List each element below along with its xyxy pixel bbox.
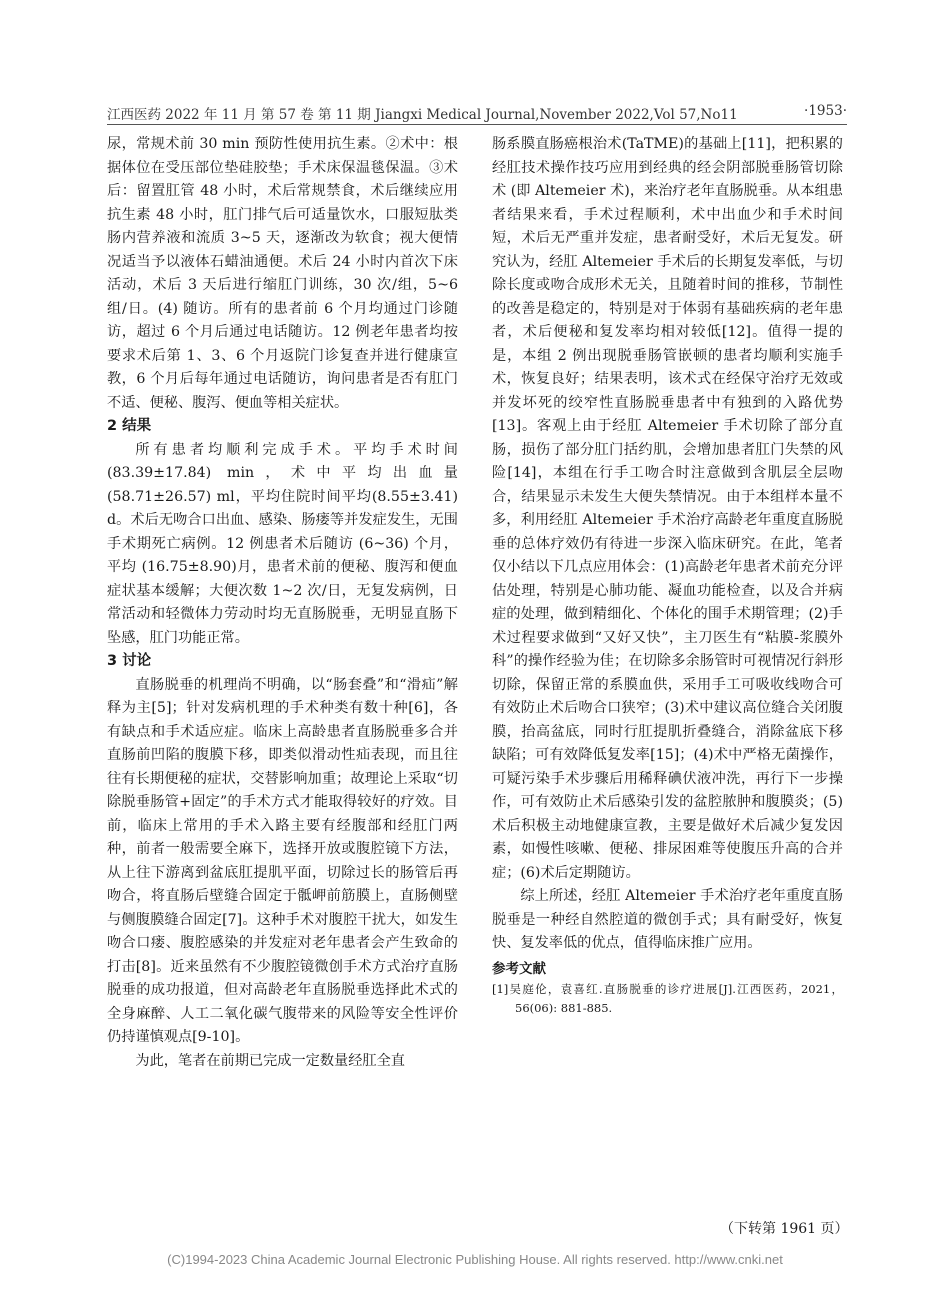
discussion-paragraph-continued: 为此，笔者在前期已完成一定数量经肛全直 — [135, 1052, 405, 1069]
right-column — [492, 133, 843, 1018]
results-paragraph: 所有患者均顺利完成手术。平均手术时间 (83.39±17.84) min，术中平均出血量 (58.71±26.57) ml，平均住院时间平均(8.55±3.41) d。术后无吻合口出血、感染、肠瘘等并发症发生，无围手术期死亡病例。12 例患者术后随访 (6~36) 个月，平均 (16.75±8.90)月，患者术前的便秘、腹泻和便血症状基本缓解；大便次数 1~2 次/日，无复发病例，日常活动和轻微体力劳动时均无直肠脱垂，无明显直肠下坠感，肛门功能正常。 — [107, 441, 458, 646]
references-heading: 参考文献 — [492, 960, 546, 977]
continued-note: （下转第 1961 页） — [720, 1221, 849, 1237]
running-header — [107, 103, 847, 125]
results-heading: 2 结果 — [107, 418, 152, 434]
discussion-paragraph-right: 肠系膜直肠癌根治术(TaTME)的基础上[11]，把积累的经肛技术操作技巧应用到经典的经会阴部脱垂肠管切除术 (即 Altemeier 术)，来治疗老年直肠脱垂。从本组患者结果来看，手术过程顺利，术中出血少和手术时间短，术后无严重并发症，患者耐受好，术后无复发。研究认为，经肛 Altemeier 手术后的长期复发率低，与切除长度或吻合成形术无关，且随着时间的推移，节制性的改善是稳定的，特别是对于体弱有基础疾病的老年患者，术后便秘和复发率均相对较低[12]。值得一提的是，本组 2 例出现脱垂肠管嵌顿的患者均顺利实施手术，恢复良好；结果表明，该术式在经保守治疗无效或并发坏死的绞窄性直肠脱垂患者中有独到的入路优势[13]。客观上由于经肛 Altemeier 手术切除了部分直肠，损伤了部分肛门括约肌，会增加患者肛门失禁的风险[14]，本组在行手工吻合时注意做到含肌层全层吻合，结果显示未发生大便失禁情况。由于本组样本量不多，利用经肛 Altemeier 手术治疗高龄老年重度直肠脱垂的总体疗效仍有待进一步深入临床研究。在此，笔者仅小结以下几点应用体会：(1)高龄老年患者术前充分评估处理，特别是心肺功能、凝血功能检查，以及合并病症的处理，做到精细化、个体化的围手术期管理；(2)手术过程要求做到“又好又快”，主刀医生有“粘膜-浆膜外科”的操作经验为佳；在切除多余肠管时可视情况行斜形切除，保留正常的系膜血供，采用手工可吸收线吻合可有效防止术后吻合口狭窄；(3)术中建议高位缝合关闭腹膜，抬高盆底，同时行肛提肌折叠缝合，消除盆底下移缺陷；可有效降低复发率[15]；(4)术中严格无菌操作，可疑污染手术步骤后用稀释碘伏液冲洗，再行下一步操作，可有效防止术后感染引发的盆腔脓肿和腹膜炎；(5)术后积极主动地健康宣教，主要是做好术后减少复发因素，如慢性咳嗽、便秘、排尿困难等使腹压升高的合并症；(6)术后定期随访。 — [492, 136, 843, 881]
reference-item: [1]吴庭伦，袁喜红.直肠脱垂的诊疗进展[J].江西医药，2021，56(06): 881-885. — [492, 981, 843, 1015]
left-column — [107, 133, 458, 1073]
header-divider — [107, 124, 847, 125]
page-number: ·1953· — [804, 103, 847, 119]
discussion-paragraph: 直肠脱垂的机理尚不明确，以“肠套叠”和“滑疝”解释为主[5]；针对发病机理的手术种类有数十种[6]，各有缺点和手术适应症。临床上高龄患者直肠脱垂多合并直肠前凹陷的腹膜下移，即类似滑动性疝表现，而且往往有长期便秘的症状，交替影响加重；故理论上采取“切除脱垂肠管+固定”的手术方式才能取得较好的疗效。目前，临床上常用的手术入路主要有经腹部和经肛门两种，前者一般需要全麻下，选择开放或腹腔镜下方法，从上往下游离到盆底肛提肌平面，切除过长的肠管后再吻合，将直肠后壁缝合固定于骶岬前筋膜上，直肠侧壁与侧腹膜缝合固定[7]。这种手术对腹腔干扰大，如发生吻合口瘘、腹腔感染的并发症对老年患者会产生致命的打击[8]。近来虽然有不少腹腔镜微创手术方式治疗直肠脱垂的成功报道，但对高龄老年直肠脱垂选择此术式的全身麻醉、人工二氧化碳气腹带来的风险等安全性评价仍持谨慎观点[9-10]。 — [107, 676, 458, 1045]
conclusion-paragraph: 综上所述，经肛 Altemeier 手术治疗老年重度直肠脱垂是一种经自然腔道的微创手式；具有耐受好，恢复快、复发率低的优点，值得临床推广应用。 — [492, 888, 843, 951]
discussion-heading: 3 讨论 — [107, 653, 152, 669]
copyright-footer: (C)1994-2023 China Academic Journal Electronic Publishing House. All rights reserved. http://www.cnki.net — [167, 1252, 783, 1267]
methods-paragraph: 尿，常规术前 30 min 预防性使用抗生素。②术中：根据体位在受压部位垫硅胶垫；手术床保温毯保温。③术后：留置肛管 48 小时，术后常规禁食，术后继续应用抗生素 48 小时，肛门排气后可适量饮水，口服短肽类肠内营养液和流质 3~5 天，逐渐改为软食；视大便情况适当予以液体石蜡油通便。术后 24 小时内首次下床活动，术后 3 天后进行缩肛门训练，30 次/组，5~6 组/日。(4) 随访。所有的患者前 6 个月均通过门诊随访，超过 6 个月后通过电话随访。12 例老年患者均按要求术后第 1、3、6 个月返院门诊复查并进行健康宣教，6 个月后每年通过电话随访，询问患者是否有肛门不适、便秘、腹泻、便血等相关症状。 — [107, 136, 458, 411]
journal-citation-line: 江西医药 2022 年 11 月 第 57 卷 第 11 期 Jiangxi Medical Journal,November 2022,Vol 57,No11 — [107, 107, 738, 123]
